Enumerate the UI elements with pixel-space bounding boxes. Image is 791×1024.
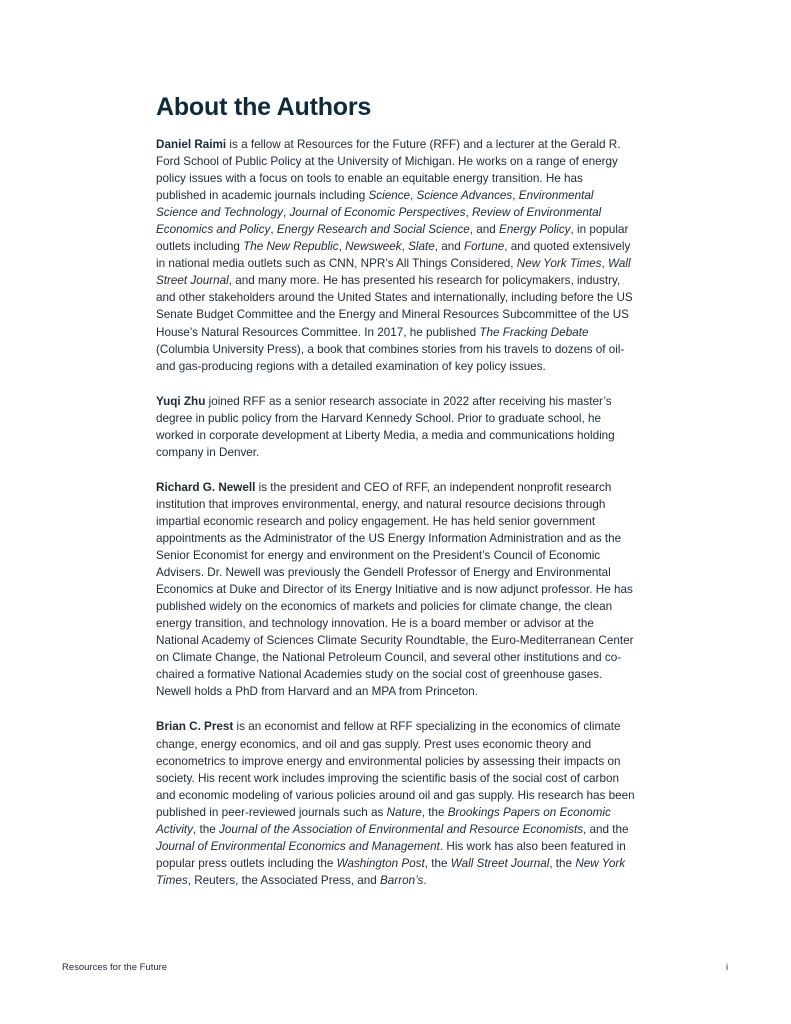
page-title: About the Authors: [156, 93, 372, 121]
bio-brian-prest: Brian C. Prest is an economist and fellow at RFF specializing in the economics of climate change, energy economics, and oil and gas supply. Prest uses economic theory and econometrics to improve energy and environmental policies by assessing their impacts on society. His recent work includes improving the scientific basis of the social cost of carbon and economic modeling of various policies around oil and gas supply. His research has been published in peer-reviewed journals such as Nature, the Brookings Papers on Economic Activity, the Journal of the Association of Environmental and Resource Economists, and the Journal of Environmental Economics and Management. His work has also been featured in popular press outlets including the Washington Post, the Wall Street Journal, the New York Times, Reuters, the Associated Press, and Barron’s.: [156, 720, 635, 887]
bio-richard-newell: Richard G. Newell is the president and CEO of RFF, an independent nonprofit research institution that improves environmental, energy, and natural resource decisions through impartial economic research and policy engagement. He has held senior government appointments as the Administrator of the US Energy Information Administration and as the Senior Economist for energy and environment on the President’s Council of Economic Advisers. Dr. Newell was previously the Gendell Professor of Energy and Environmental Economics at Duke and Director of its Energy Initiative and is now adjunct professor. He has published widely on the economics of markets and policies for climate change, the clean energy transition, and technology innovation. He is a board member or advisor at the National Academy of Sciences Climate Security Roundtable, the Euro-Mediterranean Center on Climate Change, the National Petroleum Council, and several other institutions and co-chaired a formative National Academies study on the social cost of greenhouse gases. Newell holds a PhD from Harvard and an MPA from Princeton.: [156, 480, 634, 699]
bio-daniel-raimi: Daniel Raimi is a fellow at Resources for the Future (RFF) and a lecturer at the Gerald R. Ford School of Public Policy at the University of Michigan. He works on a range of energy policy issues with a focus on tools to enable an equitable energy transition. He has published in academic journals including Science, Science Advances, Environmental Science and Technology, Journal of Economic Perspectives, Review of Environmental Economics and Policy, Energy Research and Social Science, and Energy Policy, in popular outlets including The New Republic, Newsweek, Slate, and Fortune, and quoted extensively in national media outlets such as CNN, NPR’s All Things Considered, New York Times, Wall Street Journal, and many more. He has presented his research for policymakers, industry, and other stakeholders around the United States and internationally, including before the US Senate Budget Committee and the Energy and Mineral Resources Subcommittee of the US House’s Natural Resources Committee. In 2017, he published The Fracking Debate (Columbia University Press), a book that combines stories from his travels to dozens of oil- and gas-producing regions with a detailed examination of key policy issues.: [156, 138, 633, 373]
footer-publisher: Resources for the Future: [62, 962, 168, 973]
author-bios: [156, 136, 636, 907]
author-name: Brian C. Prest: [156, 720, 234, 734]
author-name: Daniel Raimi: [156, 138, 227, 151]
page-number: i: [726, 962, 729, 973]
author-name: Yuqi Zhu: [156, 394, 206, 408]
author-name: Richard G. Newell: [156, 480, 256, 494]
bio-yuqi-zhu: Yuqi Zhu joined RFF as a senior research associate in 2022 after receiving his master’s degree in public policy from the Harvard Kennedy School. Prior to graduate school, he worked in corporate development at Liberty Media, a media and communications holding company in Denver.: [156, 394, 615, 459]
